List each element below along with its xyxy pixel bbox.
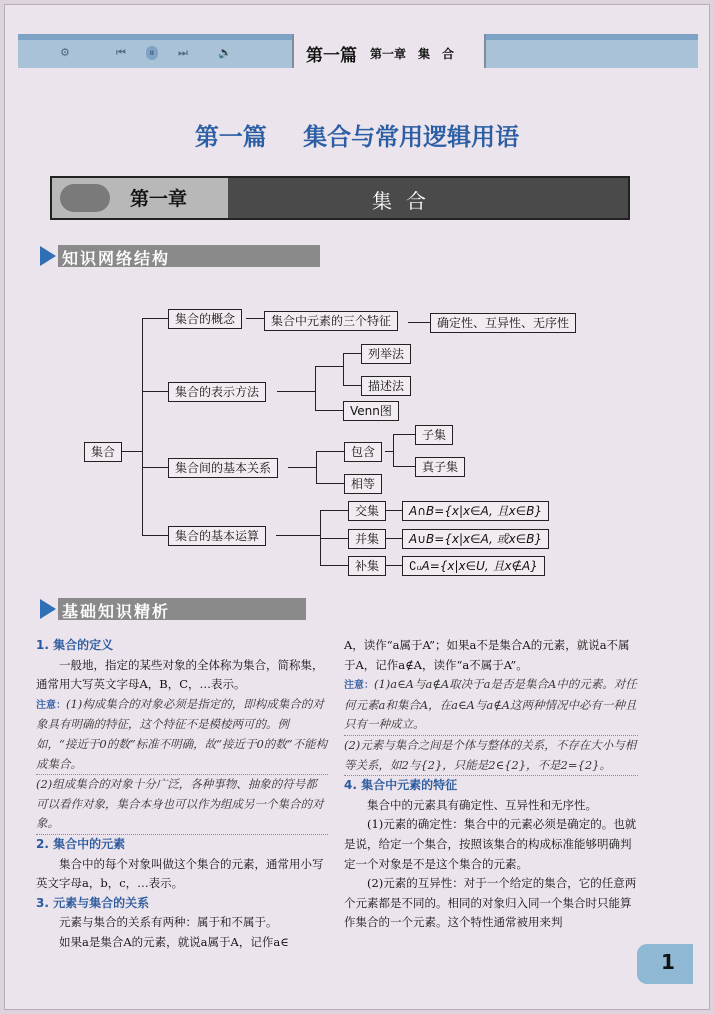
node-set: 集合 [84, 442, 122, 462]
section-basics-title: 基础知识精析 [62, 602, 171, 621]
node-complement: 补集 [348, 556, 386, 576]
note-3-text: (1)a∈A与a∉A取决于a是否是集合A中的元素。对任何元素a和集合A，在a∈A与a∉A这两种情况中必有一种且只有一种成立。 [344, 677, 637, 732]
pause-icon[interactable]: ⏸ [146, 46, 158, 60]
node-contain: 包含 [344, 442, 382, 462]
paragraph-relation: 元素与集合的关系有两种：属于和不属于。 [59, 915, 278, 930]
chapter-banner [50, 176, 630, 220]
title-name: 集合与常用逻辑用语 [303, 123, 520, 151]
note-1 [36, 695, 328, 775]
node-equal: 相等 [344, 474, 382, 494]
heading-definition: 1. 集合的定义 [36, 638, 114, 652]
node-enumeration: 列举法 [361, 344, 411, 364]
node-concept: 集合的概念 [168, 309, 242, 329]
page-number-tab [637, 944, 693, 984]
title-part: 第一篇 [194, 123, 267, 151]
paragraph-elements: 集合中的每个对象叫做这个集合的元素，通常用小写英文字母a，b，c，…表示。 [36, 856, 324, 891]
node-representation: 集合的表示方法 [168, 382, 266, 402]
note-label: 注意： [344, 680, 374, 692]
heading-features: 4. 集合中元素的特征 [344, 778, 458, 793]
left-column [36, 636, 328, 953]
section-network-title: 知识网络结构 [62, 249, 171, 268]
next-icon[interactable]: ⏭ [178, 46, 188, 59]
section-arrow-icon [40, 246, 56, 266]
header-part: 第一篇 [306, 46, 357, 66]
section-network-heading [40, 245, 320, 267]
paragraph-distinctness: (2)元素的互异性：对于一个给定的集合，它的任意两个元素都是不同的。相同的对象归入同一个集合时只能算作集合的一个元素。这个特性通常被用来判 [344, 876, 637, 930]
page-title [0, 117, 714, 152]
heading-elements: 2. 集合中的元素 [36, 836, 126, 851]
heading-relation: 3. 元素与集合的关系 [36, 895, 150, 910]
chapter-logo-icon [60, 184, 110, 212]
note-2: (2)组成集合的对象十分广泛，各种事物、抽象的符号都可以看作对象，集合本身也可以作为组成另一个集合的对象。 [36, 775, 328, 835]
node-relations: 集合间的基本关系 [168, 458, 278, 478]
volume-icon[interactable]: 🔈 [218, 46, 232, 59]
node-complement-def: ∁ᵤA={x|x∈U, 且x∉A} [402, 556, 545, 576]
node-description: 描述法 [361, 376, 411, 396]
node-union-def: A∪B={x|x∈A, 或x∈B} [402, 529, 549, 549]
paragraph-belong: 如果a是集合A的元素，就说a属于A，记作a∈ [59, 934, 289, 949]
node-intersection-def: A∩B={x|x∈A, 且x∈B} [402, 501, 549, 521]
node-proper-subset: 真子集 [415, 457, 465, 477]
node-features: 确定性、互异性、无序性 [430, 313, 576, 333]
chapter-name: 集合 [372, 189, 440, 213]
previous-icon[interactable]: ⏮ [116, 46, 126, 59]
right-column [344, 636, 638, 933]
paragraph-determinacy: (1)元素的确定性：集合中的元素必须是确定的。也就是说，给定一个集合，按照该集合的构成标准能够明确判定一个对象是不是这个集合的元素。 [344, 817, 637, 871]
node-union: 并集 [348, 529, 386, 549]
node-venn: Venn图 [343, 401, 399, 421]
section-arrow-icon [40, 599, 56, 619]
note-1-text: (1)构成集合的对象必须是指定的，即构成集合的对象具有明确的特征，这个特征不是模棱两可的。例如，“接近于0的数”标准不明确，故“接近于0的数”不能构成集合。 [36, 696, 328, 771]
chapter-label-area [52, 178, 228, 218]
note-3 [344, 675, 638, 736]
page-number: 1 [661, 950, 675, 974]
header-title-box [292, 34, 486, 68]
node-subset: 子集 [415, 425, 453, 445]
paragraph-features: 集合中的元素具有确定性、互异性和无序性。 [367, 797, 597, 812]
section-basics-heading [40, 598, 320, 620]
note-4: (2)元素与集合之间是个体与整体的关系，不存在大小与相等关系，如2与{2}，只能是2∈{2}，不是2={2}。 [344, 736, 638, 776]
paragraph-notation: A，读作“a属于A”；如果a不是集合A的元素，就说a不属于A，记作a∉A，读作“a不属于A”。 [344, 638, 630, 672]
paragraph-definition: 一般地，指定的某些对象的全体称为集合，简称集，通常用大写英文字母A，B，C，…表示。 [36, 657, 324, 692]
settings-icon[interactable]: ⚙ [60, 46, 70, 59]
note-label: 注意： [36, 699, 66, 711]
node-operations: 集合的基本运算 [168, 526, 266, 546]
header-chapter: 第一章 集 合 [370, 47, 455, 61]
node-three-features: 集合中元素的三个特征 [264, 311, 398, 331]
node-intersection: 交集 [348, 501, 386, 521]
chapter-label: 第一章 [130, 188, 188, 210]
